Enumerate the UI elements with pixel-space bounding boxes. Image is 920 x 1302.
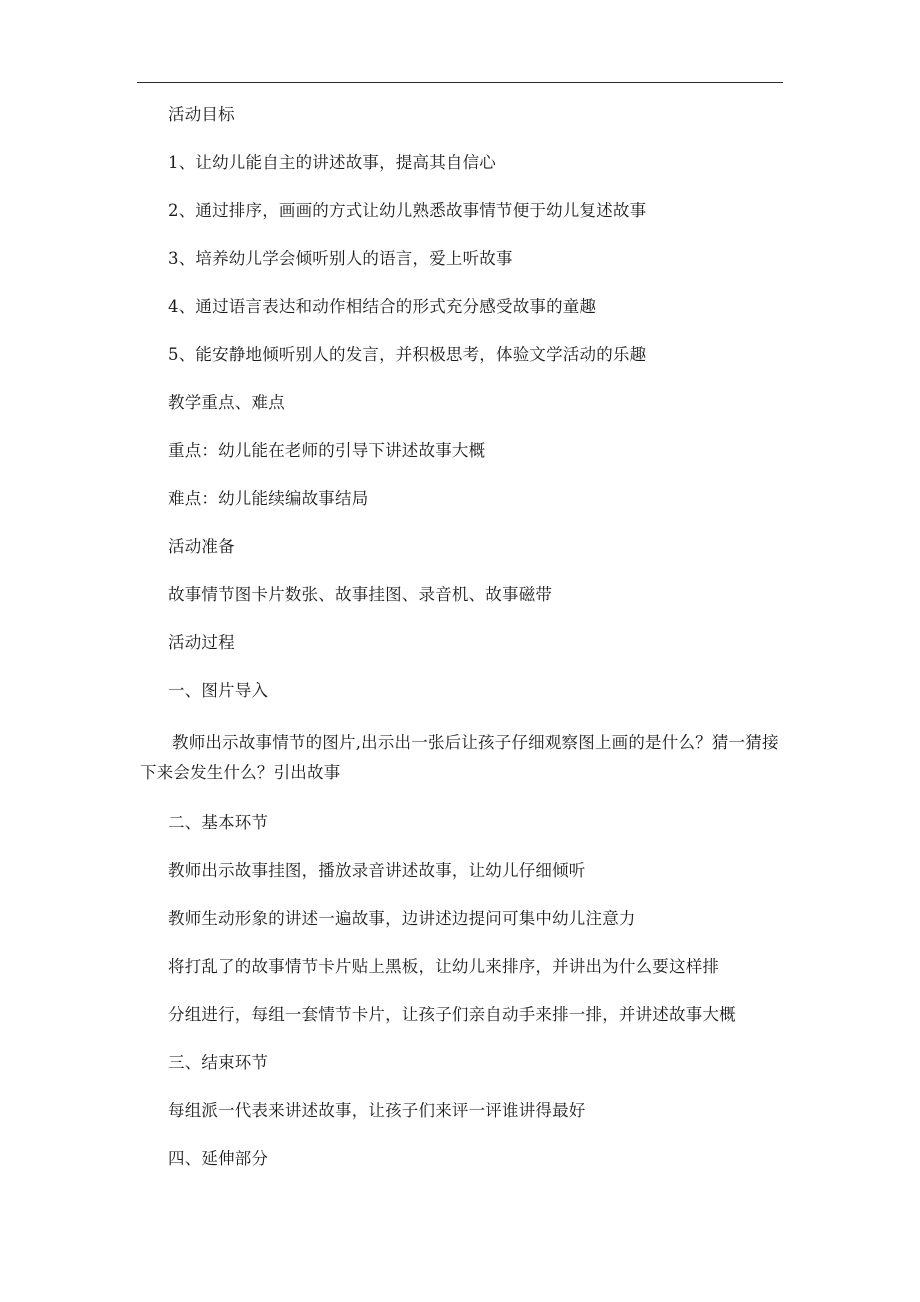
section-heading-focus-difficulty: 教学重点、难点 — [168, 393, 285, 412]
step-two-heading: 二、基本环节 — [168, 813, 269, 832]
document-body — [140, 104, 785, 1196]
objective-item-5: 5、能安静地倾听别人的发言，并积极思考，体验文学活动的乐趣 — [168, 345, 647, 364]
section-heading-preparation: 活动准备 — [168, 537, 235, 556]
section-heading-objectives: 活动目标 — [168, 105, 235, 124]
preparation-materials-text: 故事情节图卡片数张、故事挂图、录音机、故事磁带 — [168, 585, 553, 604]
step-one-heading: 一、图片导入 — [168, 681, 269, 700]
step-three-heading: 三、结束环节 — [168, 1053, 269, 1072]
focus-point-text: 重点：幼儿能在老师的引导下讲述故事大概 — [168, 441, 486, 460]
objective-item-3: 3、培养幼儿学会倾听别人的语言，爱上听故事 — [168, 249, 513, 268]
objective-item-4: 4、通过语言表达和动作相结合的形式充分感受故事的童趣 — [168, 297, 597, 316]
step-two-item-2: 教师生动形象的讲述一遍故事，边讲述边提问可集中幼儿注意力 — [168, 909, 636, 928]
step-two-item-1: 教师出示故事挂图，播放录音讲述故事，让幼儿仔细倾听 — [168, 861, 586, 880]
difficult-point-text: 难点：幼儿能续编故事结局 — [168, 489, 369, 508]
section-heading-process: 活动过程 — [168, 633, 235, 652]
step-one-body-text: 教师出示故事情节的图片,出示出一张后让孩子仔细观察图上画的是什么？猜一猜接下来会发生什么？引出故事 — [140, 733, 779, 782]
objective-item-2: 2、通过排序，画画的方式让幼儿熟悉故事情节便于幼儿复述故事 — [168, 201, 647, 220]
step-two-item-4: 分组进行，每组一套情节卡片，让孩子们亲自动手来排一排，并讲述故事大概 — [168, 1005, 736, 1024]
step-four-heading: 四、延伸部分 — [168, 1149, 269, 1168]
header-divider-rule — [137, 82, 783, 83]
step-two-item-3: 将打乱了的故事情节卡片贴上黑板，让幼儿来排序，并讲出为什么要这样排 — [168, 957, 720, 976]
objective-item-1: 1、让幼儿能自主的讲述故事，提高其自信心 — [168, 153, 496, 172]
step-three-body-text: 每组派一代表来讲述故事，让孩子们来评一评谁讲得最好 — [168, 1101, 586, 1120]
